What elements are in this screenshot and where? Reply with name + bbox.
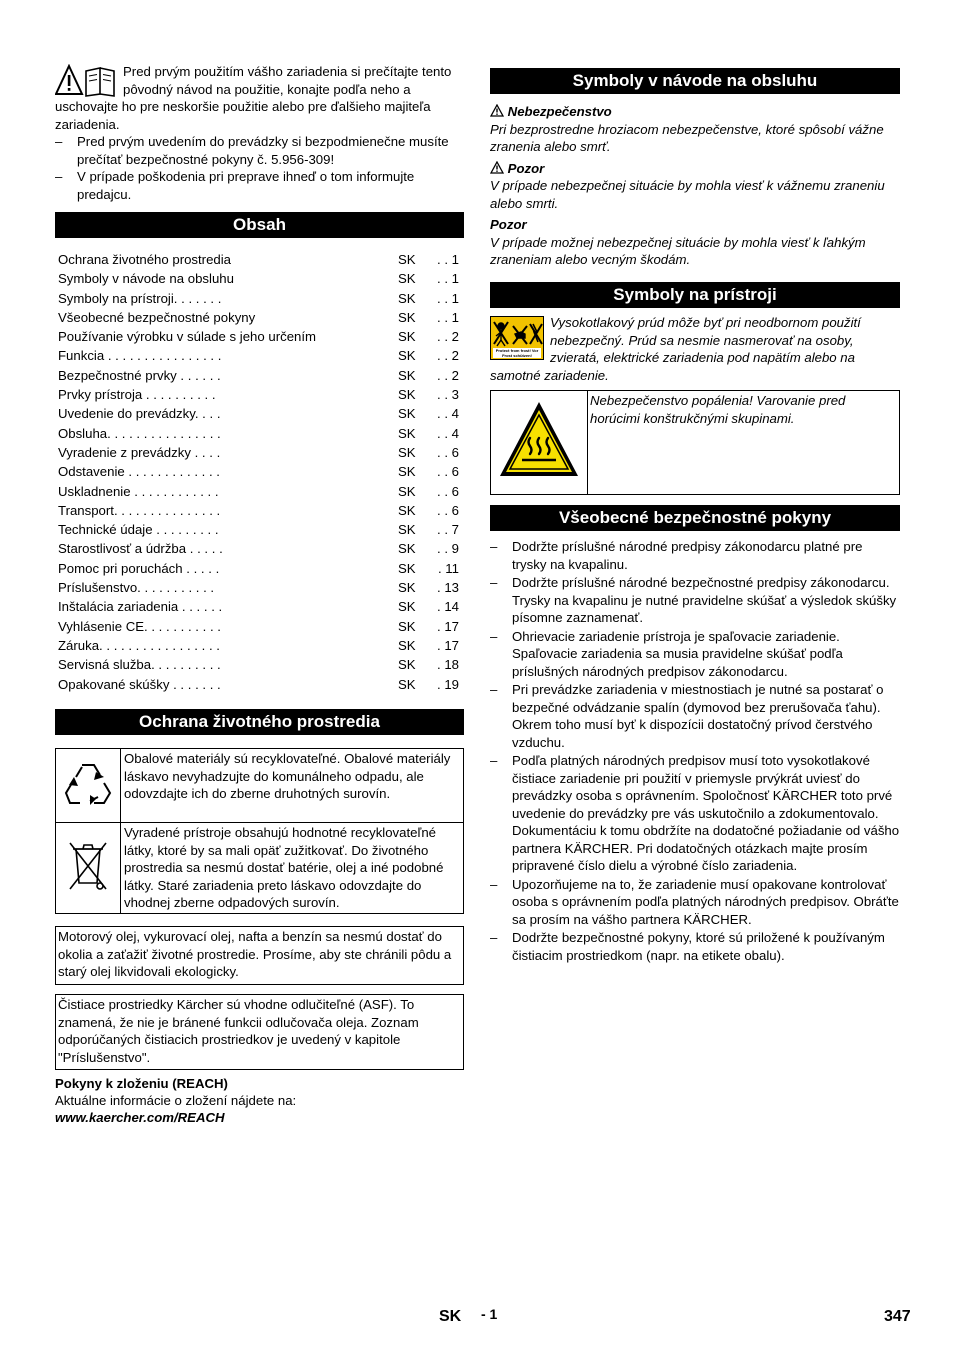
toc-entry-page: . 17 xyxy=(437,618,459,634)
toc-entry-title: Príslušenstvo. . . . . . . . . . . xyxy=(58,580,215,596)
toc-entry-title: Technické údaje . . . . . . . . . xyxy=(58,522,219,538)
toc-entry-title: Inštalácia zariadenia . . . . . . xyxy=(58,599,223,615)
toc-entry-title: Symboly v návode na obsluhu xyxy=(58,271,234,287)
toc-entry[interactable] xyxy=(55,366,464,385)
reach-link[interactable]: www.kaercher.com/REACH xyxy=(55,1110,225,1125)
toc-entry-lang: SK xyxy=(398,348,416,364)
warning-manual-icon xyxy=(55,64,117,98)
toc-entry-page: . . 6 xyxy=(437,483,459,499)
toc-entry-title: Transport. . . . . . . . . . . . . . . xyxy=(58,502,221,518)
toc-entry[interactable] xyxy=(55,289,464,308)
toc-entry[interactable] xyxy=(55,404,464,423)
toc-entry[interactable] xyxy=(55,250,464,269)
warning-text: V prípade nebezpečnej situácie by mohla viesť k vážnemu zraneniu alebo smrti. xyxy=(490,178,885,211)
toc-entry-lang: SK xyxy=(398,618,416,634)
toc-entry-page: . . 9 xyxy=(437,541,459,557)
reach-title: Pokyny k zloženiu (REACH) xyxy=(55,1076,228,1091)
toc-entry-lang: SK xyxy=(398,541,416,557)
toc-entry-page: . . 2 xyxy=(437,367,459,383)
toc-entry[interactable] xyxy=(55,636,464,655)
toc-entry-title: Používanie výrobku v súlade s jeho určením xyxy=(58,329,317,345)
toc-entry[interactable] xyxy=(55,501,464,520)
toc-entry-page: . . 2 xyxy=(437,329,459,345)
toc-entry-lang: SK xyxy=(398,387,416,403)
toc-entry-title: Uskladnenie . . . . . . . . . . . . xyxy=(58,483,219,499)
toc-entry-lang: SK xyxy=(398,657,416,673)
symbols-manual-heading: Symboly v návode na obsluhu xyxy=(490,68,900,94)
toc-entry-title: Obsluha. . . . . . . . . . . . . . . . xyxy=(58,425,221,441)
jet-warning-text: Vysokotlakový prúd môže byť pri neodbornom použití nebezpečný. Prúd sa nesmie nasmerovať na osoby, zvieratá, elektrické zariadenia pod napätím alebo na samotné zariadenie. xyxy=(490,315,861,383)
toc-entry-page: . . 2 xyxy=(437,348,459,364)
crossed-bin-icon xyxy=(56,823,121,914)
toc-entry[interactable] xyxy=(55,655,464,674)
toc-entry[interactable] xyxy=(55,675,464,694)
toc-entry-lang: SK xyxy=(398,290,416,306)
toc-entry-title: Opakované skúšky . . . . . . . xyxy=(58,676,221,692)
table-of-contents xyxy=(55,250,464,694)
toc-entry-title: Funkcia . . . . . . . . . . . . . . . . xyxy=(58,348,222,364)
toc-entry-lang: SK xyxy=(398,522,416,538)
danger-label-row xyxy=(490,103,900,121)
toc-entry-lang: SK xyxy=(398,271,416,287)
safety-item: – Podľa platných národných predpisov musí toto vysokotlakové čistiace zariadenie pri použití v priemysle prvýkrát uviesť do prevádzky osoba s oprávnením. Spoločnosť KÄRCHER toto prvé uvedenie do prevádzky pre vás uskutočnilo a zdokumentovalo. Dokumentáciu k tomu obdržíte na dodatočné požiadanie od vášho partnera KÄRCHER. Pri dodatočných otázkach majte prosím pripravené číslo dielu a výrobné číslo zariadenia. xyxy=(490,752,900,875)
safety-item: – Dodržte bezpečnostné pokyny, ktoré sú priložené k používaným čistiacim prostriedkom (napr. na etikete obalu). xyxy=(490,929,900,964)
toc-entry-lang: SK xyxy=(398,464,416,480)
warning-label-row xyxy=(490,160,900,178)
toc-entry[interactable] xyxy=(55,559,464,578)
toc-entry[interactable] xyxy=(55,597,464,616)
toc-entry-lang: SK xyxy=(398,580,416,596)
toc-entry[interactable] xyxy=(55,327,464,346)
toc-entry-title: Odstavenie . . . . . . . . . . . . . xyxy=(58,464,220,480)
toc-entry-title: Ochrana životného prostredia xyxy=(58,252,232,267)
toc-entry-page: . . 1 xyxy=(437,252,459,267)
toc-entry-lang: SK xyxy=(398,329,416,345)
toc-entry-title: Uvedenie do prevádzky. . . . xyxy=(58,406,221,422)
caution-text: V prípade možnej nebezpečnej situácie by mohla viesť k ľahkým zraneniam alebo vecným škodám. xyxy=(490,234,866,267)
toc-entry-page: . 13 xyxy=(437,580,459,596)
toc-entry-lang: SK xyxy=(398,560,416,576)
toc-entry-title: Všeobecné bezpečnostné pokyny xyxy=(58,309,256,325)
toc-entry-title: Vyhlásenie CE. . . . . . . . . . . xyxy=(58,618,221,634)
danger-label: Nebezpečenstvo xyxy=(507,104,612,119)
toc-entry-page: . . 4 xyxy=(437,406,459,422)
toc-entry-title: Záruka. . . . . . . . . . . . . . . . . xyxy=(58,637,220,653)
danger-triangle-icon xyxy=(490,104,508,119)
footer-lang: SK xyxy=(439,1308,462,1325)
toc-entry-title: Vyradenie z prevádzky . . . . xyxy=(58,444,221,460)
symbols-device-heading: Symboly na prístroji xyxy=(490,282,900,308)
intro-bullet-1: – Pred prvým uvedením do prevádzky si bezpodmienečne musíte prečítať bezpečnostné pokyny č. 5.956-309! xyxy=(55,133,464,168)
jet-warning xyxy=(490,314,900,384)
toc-entry-lang: SK xyxy=(398,406,416,422)
safety-item: – Ohrievacie zariadenie prístroja je spaľovacie zariadenie. Spaľovacie zariadenia sa musia pravidelne skúšať podľa príslušných národných predpisov zákonodarcu. xyxy=(490,628,900,681)
toc-entry-page: . 19 xyxy=(437,676,459,692)
intro xyxy=(55,63,464,203)
safety-item: – Dodržte príslušné národné predpisy zákonodarcu platné pre trysky na kvapalinu. xyxy=(490,538,900,573)
toc-entry-page: . 11 xyxy=(437,560,459,576)
safety-item: – Pri prevádzke zariadenia v miestnostiach je nutné sa postarať o bezpečné odvádzanie spalín (dymovod bez prerušovača ťahu). Okrem toho musí byť k dispozícii dostatočný prívod čerstvého vzduchu. xyxy=(490,681,900,751)
hot-surface-icon xyxy=(491,391,588,495)
warning-triangle-icon xyxy=(490,161,508,176)
toc-entry-page: . 14 xyxy=(437,599,459,615)
toc-entry[interactable] xyxy=(55,443,464,462)
toc-entry[interactable] xyxy=(55,346,464,365)
toc-entry[interactable] xyxy=(55,520,464,539)
safety-list xyxy=(490,538,900,965)
toc-entry-lang: SK xyxy=(398,637,416,653)
caution-label: Pozor xyxy=(490,217,527,232)
toc-entry-title: Prvky prístroja . . . . . . . . . . xyxy=(58,387,216,403)
toc-entry-title: Bezpečnostné prvky . . . . . . xyxy=(58,367,221,383)
toc-entry-title: Starostlivosť a údržba . . . . . xyxy=(58,541,223,557)
intro-text: Pred prvým použitím vášho zariadenia si prečítajte tento pôvodný návod na použitie, konajte podľa neho a uschovajte ho pre neskoršie použitie alebo pre ďalšieho majiteľa zariadenia. xyxy=(55,64,452,132)
reach-text: Aktuálne informácie o zložení nájdete na: xyxy=(55,1093,297,1108)
environment-heading: Ochrana životného prostredia xyxy=(55,709,464,735)
safety-item: – Dodržte príslušné národné bezpečnostné predpisy zákonodarcu. Trysky na kvapalinu je nutné pravidelne skúšať a výsledok skúšky písomne zaznamenať. xyxy=(490,574,900,627)
jet-warning-label-icon xyxy=(490,316,544,360)
toc-entry[interactable] xyxy=(55,424,464,443)
detergent-notice: Čistiace prostriedky Kärcher sú vhodne odlučiteľné (ASF). To znamená, že nie je bránené funkcii odlučovača oleja. Zoznam odporúčaných čistiacich prostriedkov je uvedený v kapitole "Príslušenstvo". xyxy=(55,994,464,1070)
jet-label-text: Protect from frost! Vor Frost schützen! xyxy=(493,348,541,358)
toc-entry[interactable] xyxy=(55,385,464,404)
warning-label: Pozor xyxy=(507,160,545,176)
toc-entry-page: . 17 xyxy=(437,637,459,653)
toc-heading: Obsah xyxy=(55,212,464,238)
toc-entry[interactable] xyxy=(55,269,464,288)
symbols-manual-section xyxy=(490,103,900,269)
toc-entry-page: . . 3 xyxy=(437,387,459,403)
toc-entry-page: . . 6 xyxy=(437,464,459,480)
toc-entry[interactable] xyxy=(55,578,464,597)
toc-entry-title: Pomoc pri poruchách . . . . . xyxy=(58,560,220,576)
footer-page-number: 347 xyxy=(884,1308,911,1325)
toc-entry-lang: SK xyxy=(398,444,416,460)
oil-notice: Motorový olej, vykurovací olej, nafta a benzín sa nesmú dostať do okolia a zaťažiť životné prostredie. Prosíme, aby ste chránili pôdu a starý olej likvidovali ekologicky. xyxy=(55,926,464,985)
toc-entry-lang: SK xyxy=(398,502,416,518)
toc-entry-lang: SK xyxy=(398,252,416,267)
toc-entry-page: . . 1 xyxy=(437,309,459,325)
danger-text: Pri bezprostredne hroziacom nebezpečenstve, ktoré spôsobí vážne zranenia alebo smrť. xyxy=(490,121,884,154)
recycle-icon xyxy=(56,749,121,823)
toc-entry-lang: SK xyxy=(398,676,416,692)
toc-entry-title: Symboly na prístroji. . . . . . . xyxy=(58,290,222,306)
safety-heading: Všeobecné bezpečnostné pokyny xyxy=(490,505,900,531)
toc-entry-page: . . 4 xyxy=(437,425,459,441)
toc-entry-title: Servisná služba. . . . . . . . . . xyxy=(58,657,221,673)
burn-warning-text: Nebezpečenstvo popálenia! Varovanie pred horúcimi konštrukčnými skupinami. xyxy=(588,391,900,495)
toc-entry[interactable] xyxy=(55,482,464,501)
toc-entry[interactable] xyxy=(55,308,464,327)
toc-entry-page: . 18 xyxy=(437,657,459,673)
footer-subpage: - 1 xyxy=(481,1306,498,1322)
burn-warning-table xyxy=(490,390,900,495)
toc-entry-lang: SK xyxy=(398,367,416,383)
toc-entry[interactable] xyxy=(55,617,464,636)
toc-entry-page: . . 7 xyxy=(437,522,459,538)
environment-symbols-table xyxy=(55,748,464,914)
toc-entry-lang: SK xyxy=(398,483,416,499)
toc-entry-page: . . 6 xyxy=(437,444,459,460)
toc-entry-lang: SK xyxy=(398,425,416,441)
toc-entry-page: . . 1 xyxy=(437,290,459,306)
intro-bullet-2: – V prípade poškodenia pri preprave ihneď o tom informujte predajcu. xyxy=(55,168,464,203)
weee-text: Vyradené prístroje obsahujú hodnotné recyklovateľné látky, ktoré by sa mali opäť zužitkovať. Do životného prostredia sa nesmú dostať batérie, olej a iné podobné látky. Staré zariadenia preto láskavo odovzdajte do vhodnej zberne odpadových surovín. xyxy=(121,823,464,914)
toc-entry[interactable] xyxy=(55,539,464,558)
safety-item: – Upozorňujeme na to, že zariadenie musí opakovane kontrolovať osoba s oprávnením podľa platných národných predpisov. Obráťte sa prosím na vášho partnera KÄRCHER. xyxy=(490,876,900,929)
toc-entry-page: . . 6 xyxy=(437,502,459,518)
toc-entry[interactable] xyxy=(55,462,464,481)
toc-entry-lang: SK xyxy=(398,309,416,325)
recycle-text: Obalové materiály sú recyklovateľné. Obalové materiály láskavo nevyhadzujte do komunálneho odpadu, ale odovzdajte ich do zberne druhotných surovín. xyxy=(121,749,464,823)
toc-entry-page: . . 1 xyxy=(437,271,459,287)
toc-entry-lang: SK xyxy=(398,599,416,615)
